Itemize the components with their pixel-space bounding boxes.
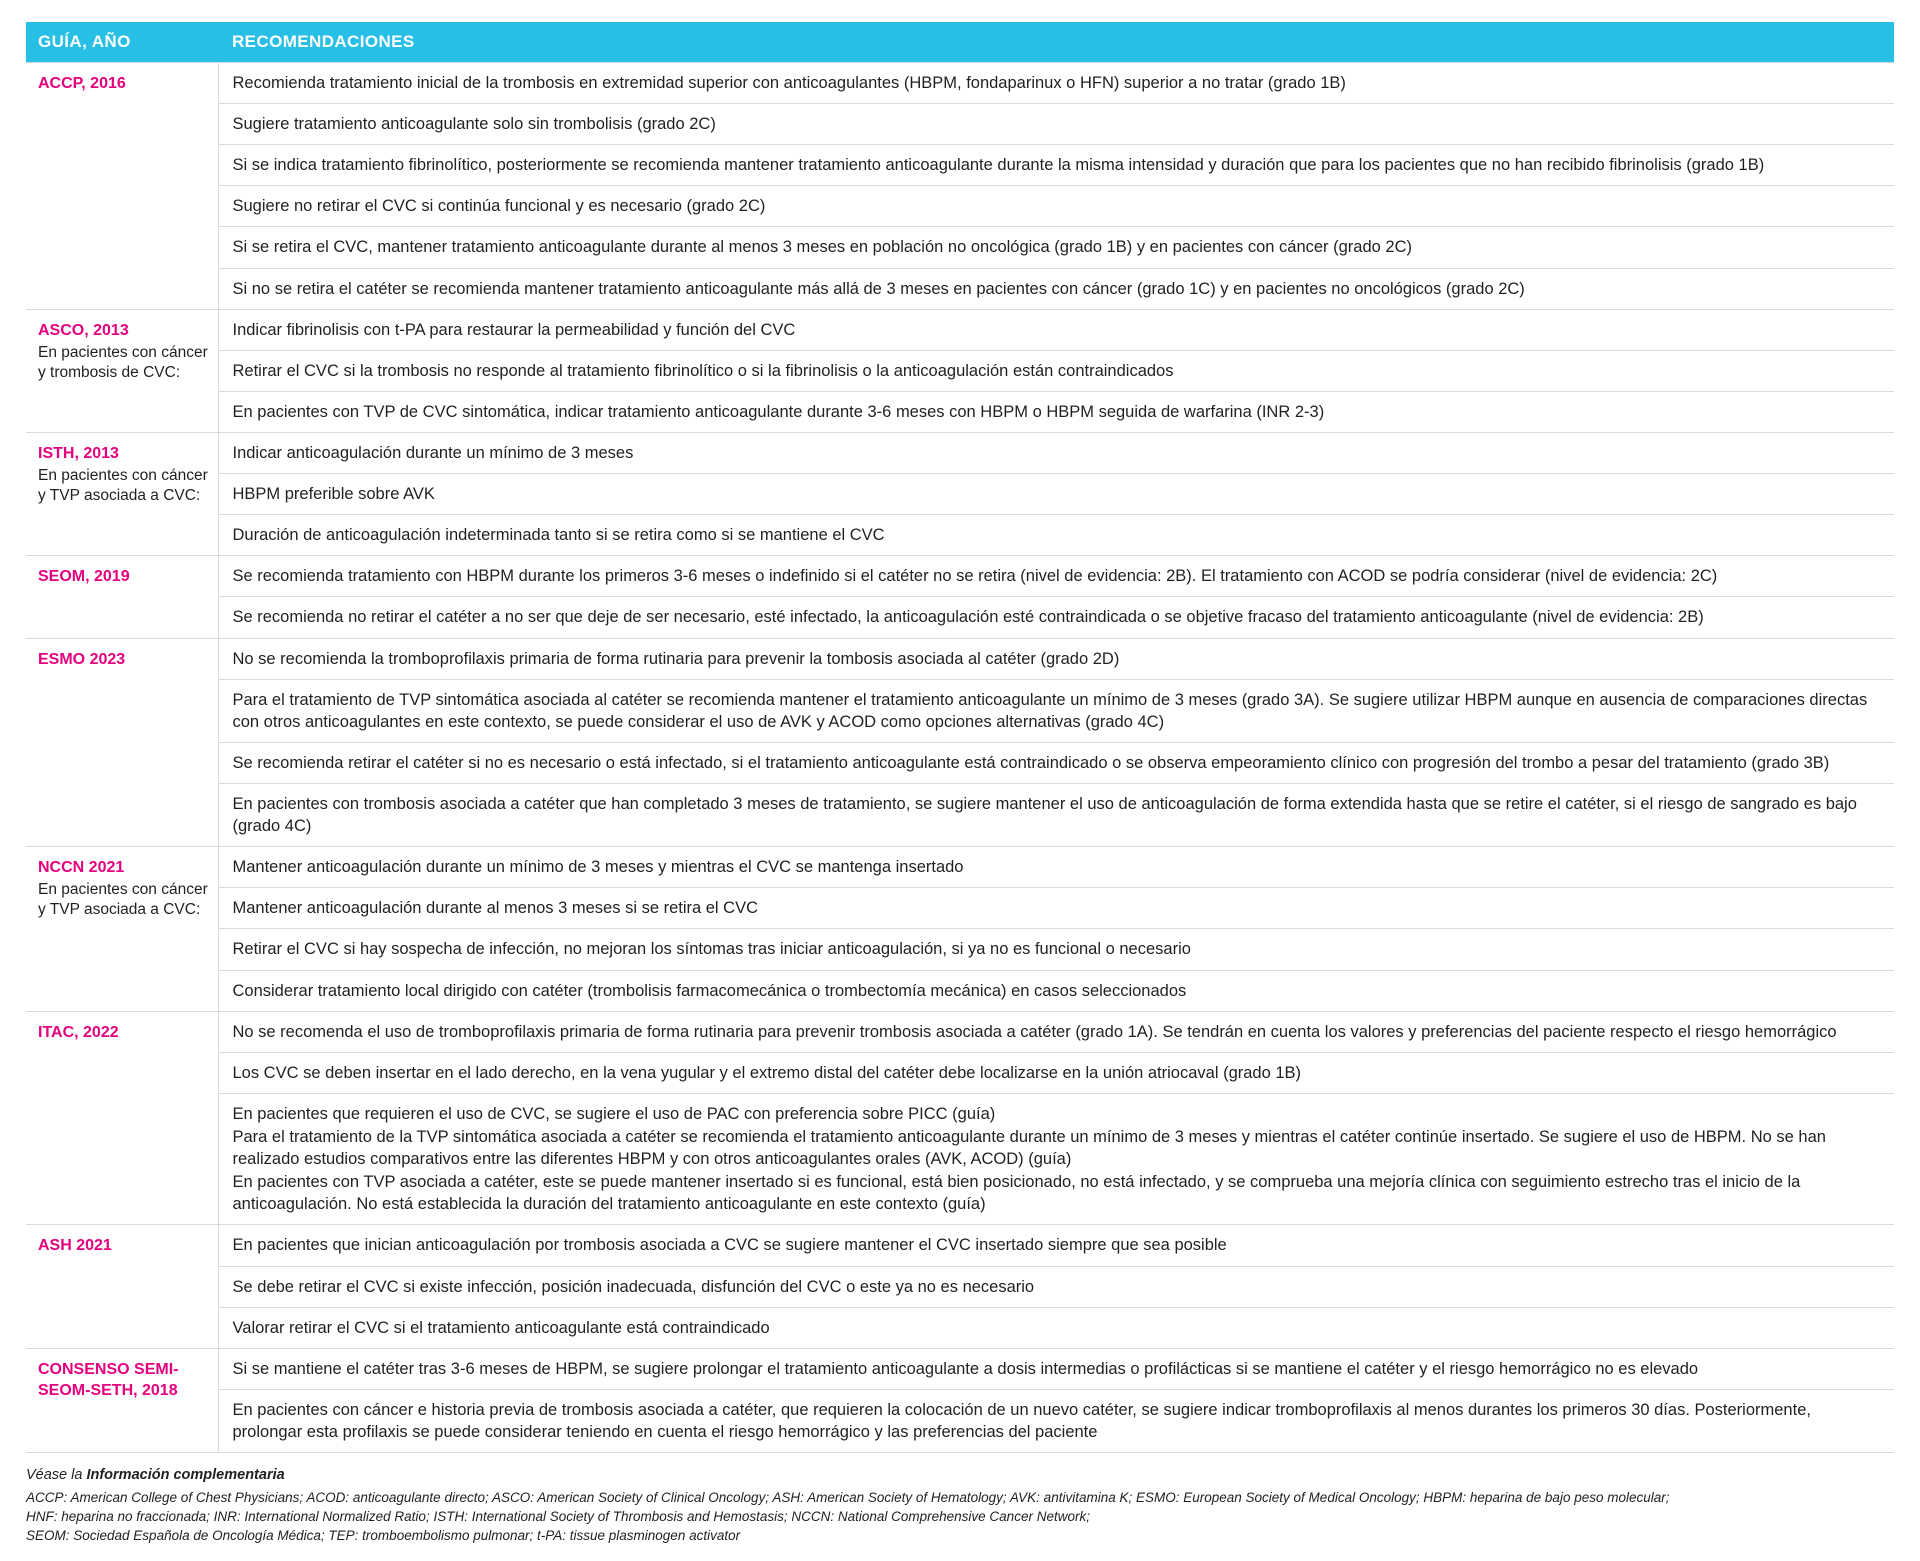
recommendation-cell bbox=[218, 1225, 1894, 1266]
guide-name-cell bbox=[26, 432, 218, 555]
recommendation-cell bbox=[218, 391, 1894, 432]
recommendation-text: Se debe retirar el CVC si existe infección, posición inadecuada, disfunción del CVC o este ya no es necesario bbox=[232, 1277, 1035, 1296]
table-row bbox=[26, 970, 1894, 1011]
guide-name: ASCO, 2013 bbox=[38, 321, 129, 339]
supplementary-info-link[interactable]: Información complementaria bbox=[86, 1467, 285, 1484]
recommendation-text: Si se indica tratamiento fibrinolítico, posteriormente se recomienda mantener tratamiento anticoagulante durante la misma intensidad y duración que para los pacientes que no han recibido fibrinolisis (grado 1B) bbox=[232, 156, 1765, 175]
guide-name-cell bbox=[26, 556, 218, 638]
guide-subtitle: En pacientes con cáncer y trombosis de CVC: bbox=[38, 343, 208, 381]
recommendation-text: Mantener anticoagulación durante al menos 3 meses si se retira el CVC bbox=[232, 899, 759, 918]
column-header-recommendations: RECOMENDACIONES bbox=[218, 22, 1894, 63]
guide-name-cell bbox=[26, 1011, 218, 1225]
recommendation-text: En pacientes con TVP asociada a catéter, este se puede mantener insertado si es funcional, está bien posicionado, no está infectado, y se comprueba una mejoría clínica con seguimiento estrecho tras el inicio de la anticoagulación. No está establecida la duración del tratamiento anticoagulante en este contexto (guía) bbox=[232, 1173, 1801, 1214]
see-also-line bbox=[26, 1465, 1894, 1486]
recommendation-text: En pacientes que requieren el uso de CVC, se sugiere el uso de PAC con preferencia sobre PICC (guía) bbox=[232, 1104, 996, 1123]
guide-name-cell bbox=[26, 847, 218, 1011]
guide-name: ISTH, 2013 bbox=[38, 444, 119, 462]
see-also-prefix: Véase la bbox=[26, 1467, 87, 1484]
recommendation-text: En pacientes con trombosis asociada a catéter que han completado 3 meses de tratamiento, se sugiere mantener el uso de anticoagulación de forma extendida hasta que se retire el catéter, si el riesgo de sangrado es bajo (grado 4C) bbox=[232, 794, 1857, 836]
table-row bbox=[26, 227, 1894, 268]
recommendation-text: Para el tratamiento de TVP sintomática asociada al catéter se recomienda mantener el tratamiento anticoagulante un mínimo de 3 meses (grado 3A). Se sugiere utilizar HBPM aunque en ausencia de comparaciones directas con otros anticoagulantes en este contexto, se puede considerar el uso de AVK y ACOD como opciones alternativas (grado 4C) bbox=[232, 690, 1868, 731]
recommendation-text: Considerar tratamiento local dirigido con catéter (trombolisis farmacomecánica o trombectomía mecánica) en casos seleccionados bbox=[232, 981, 1187, 1000]
table-row bbox=[26, 104, 1894, 145]
recommendation-cell bbox=[218, 1011, 1894, 1052]
recommendation-cell bbox=[218, 63, 1894, 104]
table-row bbox=[26, 1266, 1894, 1307]
table-row bbox=[26, 597, 1894, 638]
recommendation-cell bbox=[218, 597, 1894, 638]
recommendation-text: Se recomienda retirar el catéter si no es necesario o está infectado, si el tratamiento anticoagulante está contraindicado o se observa empeoramiento clínico con progresión del trombo a pesar del tratamiento (grado 3B) bbox=[232, 753, 1830, 772]
table-row bbox=[26, 556, 1894, 597]
table-row bbox=[26, 515, 1894, 556]
guide-name-cell bbox=[26, 1225, 218, 1348]
recommendation-cell bbox=[218, 309, 1894, 350]
table-row bbox=[26, 391, 1894, 432]
table-body bbox=[26, 63, 1894, 1453]
recommendation-cell bbox=[218, 432, 1894, 473]
recommendation-cell bbox=[218, 350, 1894, 391]
recommendation-cell bbox=[218, 1307, 1894, 1348]
recommendation-text: Se recomienda no retirar el catéter a no ser que deje de ser necesario, esté infectado, la anticoagulación esté contraindicada o se objetive fracaso del tratamiento anticoagulante (nivel de evidencia: 2B) bbox=[232, 608, 1704, 627]
table-row bbox=[26, 309, 1894, 350]
recommendation-text: Indicar fibrinolisis con t-PA para restaurar la permeabilidad y función del CVC bbox=[232, 320, 796, 339]
table-row bbox=[26, 929, 1894, 970]
recommendation-text: En pacientes que inician anticoagulación por trombosis asociada a CVC se sugiere mantener el CVC insertado siempre que sea posible bbox=[232, 1236, 1227, 1255]
guide-name-cell bbox=[26, 1348, 218, 1452]
guide-subtitle: En pacientes con cáncer y TVP asociada a CVC: bbox=[38, 881, 208, 919]
recommendation-text: Sugiere tratamiento anticoagulante solo sin trombolisis (grado 2C) bbox=[232, 115, 716, 134]
table-header bbox=[26, 22, 1894, 63]
guide-name: SEOM, 2019 bbox=[38, 568, 130, 586]
recommendation-cell bbox=[218, 1093, 1894, 1225]
guide-name: NCCN 2021 bbox=[38, 859, 125, 877]
table-row bbox=[26, 268, 1894, 309]
abbreviations-line-1: ACCP: American College of Chest Physicians; ACOD: anticoagulante directo; ASCO: American Society of Clinical Oncology; ASH: American Society of Hematology; AVK: antivitamina K; ESMO: European Society of Medical Oncology; HBPM: heparina de bajo peso molecular; bbox=[26, 1489, 1670, 1505]
recommendation-text: Mantener anticoagulación durante un mínimo de 3 meses y mientras el CVC se mantenga insertado bbox=[232, 858, 964, 877]
table-row bbox=[26, 145, 1894, 186]
table-row bbox=[26, 1389, 1894, 1452]
table-row bbox=[26, 742, 1894, 783]
recommendation-cell bbox=[218, 929, 1894, 970]
column-header-guide: GUÍA, AÑO bbox=[26, 22, 218, 63]
guide-name: ITAC, 2022 bbox=[38, 1023, 119, 1041]
recommendation-cell bbox=[218, 1052, 1894, 1093]
table-row bbox=[26, 1093, 1894, 1225]
recommendation-text: Se recomienda tratamiento con HBPM durante los primeros 3-6 meses o indefinido si el catéter no se retira (nivel de evidencia: 2B). El tratamiento con ACOD se podría considerar (nivel de evidencia: 2C) bbox=[232, 567, 1718, 586]
table-header-row bbox=[26, 22, 1894, 63]
recommendation-text: En pacientes con TVP de CVC sintomática, indicar tratamiento anticoagulante durante 3-6 meses con HBPM o HBPM seguida de warfarina (INR 2-3) bbox=[232, 402, 1325, 421]
table-row bbox=[26, 1052, 1894, 1093]
guide-name-cell bbox=[26, 309, 218, 432]
table-row bbox=[26, 186, 1894, 227]
recommendation-text: Si no se retira el catéter se recomienda mantener tratamiento anticoagulante más allá de 3 meses en pacientes con cáncer (grado 1C) y en pacientes no oncológicos (grado 2C) bbox=[232, 279, 1525, 298]
guidelines-table bbox=[26, 22, 1894, 1453]
recommendation-text: Sugiere no retirar el CVC si continúa funcional y es necesario (grado 2C) bbox=[232, 197, 766, 216]
recommendation-cell bbox=[218, 145, 1894, 186]
table-row bbox=[26, 432, 1894, 473]
guide-name-cell bbox=[26, 638, 218, 847]
table-row bbox=[26, 474, 1894, 515]
recommendation-text: Recomienda tratamiento inicial de la trombosis en extremidad superior con anticoagulantes (HBPM, fondaparinux o HFN) superior a no tratar (grado 1B) bbox=[232, 74, 1346, 92]
recommendation-text: No se recomenda el uso de tromboprofilaxis primaria de forma rutinaria para prevenir trombosis asociada a catéter (grado 1A). Se tendrán en cuenta los valores y preferencias del paciente respecto el riesgo hemorrágico bbox=[232, 1022, 1837, 1041]
recommendation-cell bbox=[218, 556, 1894, 597]
abbreviations-line-3: SEOM: Sociedad Española de Oncología Médica; TEP: tromboembolismo pulmonar; t-PA: tissue plasminogen activator bbox=[26, 1527, 741, 1543]
table-row bbox=[26, 783, 1894, 846]
table-row bbox=[26, 847, 1894, 888]
recommendation-cell bbox=[218, 888, 1894, 929]
recommendation-cell bbox=[218, 268, 1894, 309]
recommendation-cell bbox=[218, 742, 1894, 783]
recommendation-text: Indicar anticoagulación durante un mínimo de 3 meses bbox=[232, 443, 634, 462]
abbreviations-line-2: HNF: heparina no fraccionada; INR: International Normalized Ratio; ISTH: International Society of Thrombosis and Hemostasis; NCCN: National Comprehensive Cancer Network; bbox=[26, 1508, 1090, 1524]
recommendation-text: En pacientes con cáncer e historia previa de trombosis asociada a catéter, que requieren la colocación de un nuevo catéter, se sugiere indicar tromboprofilaxis al menos durantes los primeros 30 días. Posteriormente, prolongar esta profilaxis se puede considerar teniendo en cuenta el riesgo hemorrágico y las preferencias del paciente bbox=[232, 1400, 1811, 1441]
recommendation-cell bbox=[218, 104, 1894, 145]
recommendation-text: Los CVC se deben insertar en el lado derecho, en la vena yugular y el extremo distal del catéter debe localizarse en la unión atriocaval (grado 1B) bbox=[232, 1063, 1302, 1082]
table-row bbox=[26, 1348, 1894, 1389]
guide-name: CONSENSO SEMI-SEOM-SETH, 2018 bbox=[38, 1360, 179, 1399]
table-row bbox=[26, 638, 1894, 679]
table-row bbox=[26, 63, 1894, 104]
recommendation-text: Retirar el CVC si la trombosis no responde al tratamiento fibrinolítico o si la fibrinolisis o la anticoagulación están contraindicados bbox=[232, 361, 1174, 380]
table-row bbox=[26, 679, 1894, 742]
table-row bbox=[26, 888, 1894, 929]
recommendation-cell bbox=[218, 970, 1894, 1011]
guide-name: ASH 2021 bbox=[38, 1237, 112, 1255]
guide-name-cell bbox=[26, 63, 218, 310]
table-row bbox=[26, 1011, 1894, 1052]
recommendation-text: Duración de anticoagulación indeterminada tanto si se retira como si se mantiene el CVC bbox=[232, 526, 885, 545]
recommendation-cell bbox=[218, 1389, 1894, 1452]
recommendation-cell bbox=[218, 1266, 1894, 1307]
recommendation-cell bbox=[218, 1348, 1894, 1389]
recommendation-text: Para el tratamiento de la TVP sintomática asociada a catéter se recomienda el tratamiento anticoagulante durante un mínimo de 3 meses y mientras el catéter continúe insertado. Se sugiere el uso de HBPM. No se han realizado estudios comparativos entre las diferentes HBPM y con otros anticoagulantes orales (AVK, ACOD) (guía) bbox=[232, 1127, 1826, 1169]
recommendation-text: Valorar retirar el CVC si el tratamiento anticoagulante está contraindicado bbox=[232, 1318, 770, 1337]
recommendation-text: Retirar el CVC si hay sospecha de infección, no mejoran los síntomas tras iniciar anticoagulación, si ya no es funcional o necesario bbox=[232, 940, 1191, 959]
recommendation-cell bbox=[218, 847, 1894, 888]
footnotes bbox=[26, 1465, 1894, 1545]
recommendation-cell bbox=[218, 679, 1894, 742]
recommendation-cell bbox=[218, 515, 1894, 556]
guide-name: ESMO 2023 bbox=[38, 650, 126, 668]
recommendation-cell bbox=[218, 227, 1894, 268]
recommendation-cell bbox=[218, 638, 1894, 679]
recommendation-text: Si se retira el CVC, mantener tratamiento anticoagulante durante al menos 3 meses en población no oncológica (grado 1B) y en pacientes con cáncer (grado 2C) bbox=[232, 238, 1413, 257]
recommendation-text: HBPM preferible sobre AVK bbox=[232, 485, 435, 504]
recommendation-text: Si se mantiene el catéter tras 3-6 meses de HBPM, se sugiere prolongar el tratamiento anticoagulante a dosis intermedias o profilácticas si se mantiene el catéter y el riesgo hemorrágico no es elevado bbox=[232, 1359, 1699, 1378]
recommendation-cell bbox=[218, 474, 1894, 515]
table-row bbox=[26, 1307, 1894, 1348]
recommendation-cell bbox=[218, 783, 1894, 846]
recommendation-cell bbox=[218, 186, 1894, 227]
recommendation-text: No se recomienda la tromboprofilaxis primaria de forma rutinaria para prevenir la tombosis asociada al catéter (grado 2D) bbox=[232, 649, 1120, 668]
guide-name: ACCP, 2016 bbox=[38, 75, 126, 92]
guide-subtitle: En pacientes con cáncer y TVP asociada a CVC: bbox=[38, 467, 208, 505]
table-row bbox=[26, 1225, 1894, 1266]
table-row bbox=[26, 350, 1894, 391]
